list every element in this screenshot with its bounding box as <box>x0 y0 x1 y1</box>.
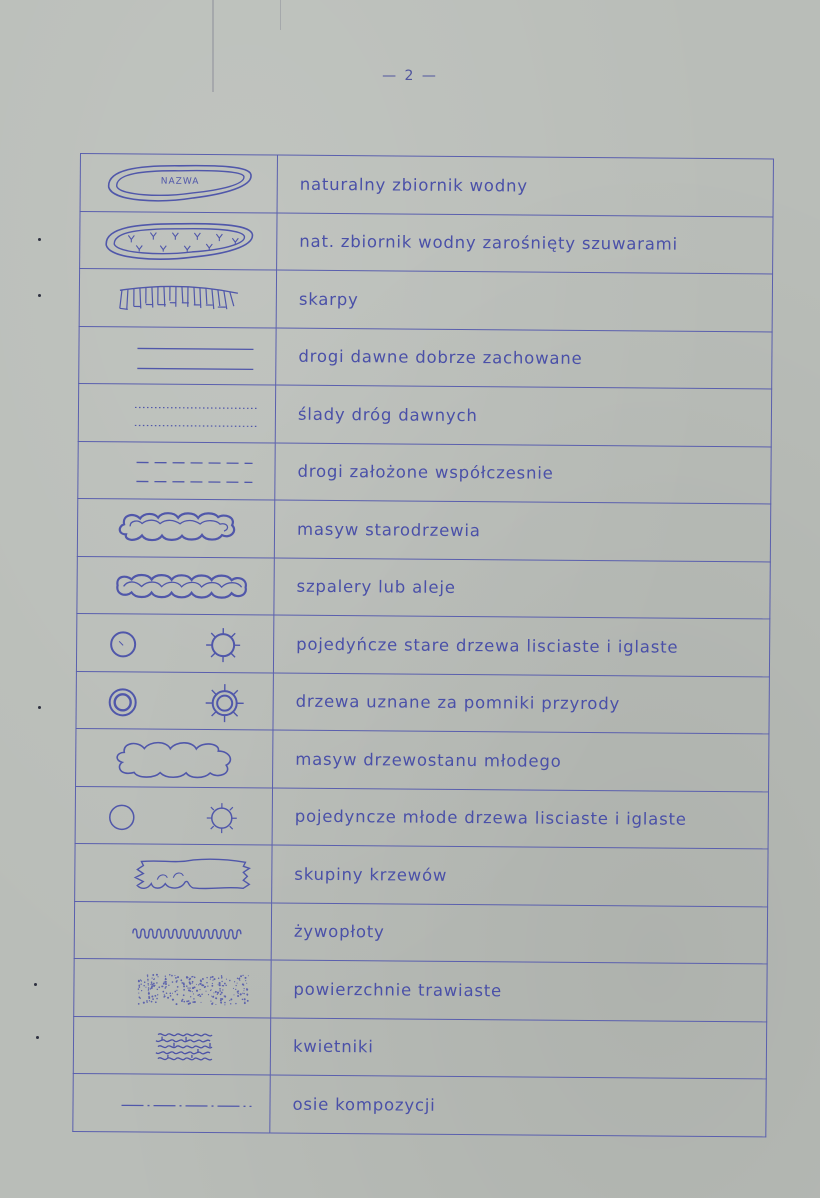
grass-dot <box>146 1002 147 1003</box>
natural-monument-tree-icon <box>95 677 255 724</box>
grass-dot <box>138 980 140 982</box>
grass-dot <box>189 990 191 992</box>
grass-dot <box>157 976 158 977</box>
fold-mark <box>280 0 281 30</box>
grass-dot <box>170 995 172 997</box>
grass-dot <box>145 987 146 988</box>
grass-dot <box>186 1001 188 1003</box>
grass-dot <box>174 975 175 976</box>
grass-dot <box>196 984 197 985</box>
grass-dot <box>237 991 239 993</box>
grass-dot <box>218 984 219 985</box>
legend-row <box>75 786 768 849</box>
grass-dot <box>186 986 188 988</box>
grass-dot <box>233 995 234 996</box>
grass-dot <box>151 1001 153 1003</box>
legend-label: drogi założone współczesnie <box>275 443 771 504</box>
grass-dot <box>217 994 218 995</box>
grass-dot <box>229 980 230 981</box>
grass-dot <box>152 998 154 1000</box>
grass-dot <box>157 989 159 991</box>
grass-dot <box>222 985 223 986</box>
legend-label: pojedyncze młode drzewa lisciaste i iglaste <box>272 788 768 849</box>
old-road-traces-icon <box>97 389 257 436</box>
grass-dot <box>177 986 179 988</box>
grass-dot <box>177 976 179 978</box>
grass-dot <box>163 986 164 987</box>
grass-dot <box>152 978 153 979</box>
legend-row <box>76 728 769 791</box>
grass-dot <box>153 983 155 985</box>
grass-dot <box>156 998 158 1000</box>
grass-dot <box>172 999 174 1001</box>
grass-dot <box>237 993 238 994</box>
grass-dot <box>183 995 185 997</box>
legend-row <box>77 556 770 619</box>
grass-dot <box>192 981 194 983</box>
grass-dot <box>164 996 166 998</box>
grass-dot <box>164 982 165 983</box>
grass-dot <box>197 995 199 997</box>
single-old-tree-icon <box>95 619 255 666</box>
grass-dot <box>140 984 141 985</box>
lake-name-label: NAZWA <box>160 176 200 188</box>
grass-dot <box>239 980 240 981</box>
legend-label: masyw drzewostanu młodego <box>273 730 769 791</box>
grass-dot <box>210 979 211 980</box>
legend-label: szpalery lub aleje <box>274 558 770 619</box>
grass-dot <box>171 975 173 977</box>
grass-dot <box>200 980 202 982</box>
grass-dot <box>248 975 249 976</box>
legend-label: masyw starodrzewia <box>274 500 770 561</box>
grass-dot <box>146 1000 148 1002</box>
grass-dot <box>193 998 195 1000</box>
grass-dot <box>244 1002 245 1003</box>
grass-dot <box>217 992 219 994</box>
grass-dot <box>212 983 213 984</box>
young-tree-stand-icon <box>94 734 254 781</box>
grass-dot <box>175 977 177 979</box>
legend-row <box>76 613 769 676</box>
grass-dot <box>143 985 145 987</box>
grass-dot <box>247 1000 249 1002</box>
legend-label: powierzchnie trawiaste <box>271 960 767 1021</box>
grass-dot <box>242 975 243 976</box>
grass-dot <box>181 982 183 984</box>
grass-dot <box>210 977 212 979</box>
margin-dot <box>36 1036 39 1039</box>
grass-dot <box>181 1000 183 1002</box>
grass-dot <box>213 993 214 994</box>
grass-dot <box>148 985 149 986</box>
grass-dot <box>149 1000 150 1001</box>
grass-dot <box>174 991 176 993</box>
grass-dot <box>202 978 204 980</box>
grass-dot <box>201 984 203 986</box>
legend-label: naturalny zbiornik wodny <box>277 155 773 216</box>
grass-dot <box>147 981 148 982</box>
grass-dot <box>177 994 179 996</box>
grass-dot <box>206 982 208 984</box>
grass-dot <box>242 999 244 1001</box>
grass-dot <box>176 980 177 981</box>
grass-dot <box>194 1001 196 1003</box>
grass-dot <box>176 1003 178 1005</box>
legend-row <box>73 1073 766 1136</box>
grass-dot <box>192 991 193 992</box>
grass-dot <box>221 975 222 976</box>
grass-dot <box>158 987 160 989</box>
grass-dot <box>207 986 208 987</box>
grass-dot <box>139 986 141 988</box>
grass-dot <box>144 982 146 984</box>
grass-dot <box>163 983 164 984</box>
legend-row <box>75 843 768 906</box>
grass-dot <box>154 985 155 986</box>
grass-dot <box>233 988 234 989</box>
grass-dot <box>205 986 206 987</box>
grass-dot <box>219 990 221 992</box>
grass-dot <box>199 989 200 990</box>
legend-label: osie kompozycji <box>270 1075 766 1136</box>
legend-label: nat. zbiornik wodny zarośnięty szuwarami <box>277 213 773 274</box>
hedge-icon <box>93 907 253 954</box>
grass-dot <box>220 1000 222 1002</box>
grass-dot <box>194 977 196 979</box>
grass-dot <box>189 1002 191 1004</box>
grass-dot <box>165 979 167 981</box>
grass-dot <box>245 977 247 979</box>
legend-label: skarpy <box>276 270 772 331</box>
grass-dot <box>164 995 165 996</box>
grass-dot <box>183 983 185 985</box>
grass-dot <box>151 996 153 998</box>
grass-dot <box>219 988 221 990</box>
grass-dot <box>215 991 217 993</box>
legend-label: kwietniki <box>270 1018 766 1079</box>
grass-dot <box>221 992 223 994</box>
grass-dot <box>155 1002 157 1004</box>
grass-dot <box>138 985 140 987</box>
grass-dot <box>229 1000 230 1001</box>
grass-dot <box>148 997 150 999</box>
grass-dot <box>236 985 237 986</box>
grass-dot <box>151 983 153 985</box>
legend-row <box>76 671 769 734</box>
old-road-icon <box>97 332 257 379</box>
legend-row <box>78 441 771 504</box>
grass-dot <box>224 1002 226 1004</box>
grass-dot <box>212 976 214 978</box>
grass-dot <box>183 1001 185 1003</box>
grass-dot <box>157 994 158 995</box>
grass-dot <box>165 983 167 985</box>
grass-dot <box>242 984 244 986</box>
grass-dot <box>219 982 221 984</box>
single-young-tree-icon <box>94 792 254 839</box>
grass-dot <box>226 979 227 980</box>
flower-bed-icon <box>92 1022 252 1069</box>
grass-dot <box>169 993 171 995</box>
grass-dot <box>242 993 243 994</box>
grass-dot <box>201 994 203 996</box>
grass-dot <box>247 995 248 996</box>
grass-dot <box>221 978 222 979</box>
grass-dot <box>224 996 226 998</box>
grass-dot <box>168 985 169 986</box>
grass-dot <box>189 979 191 981</box>
grass-dot <box>237 978 238 979</box>
grass-dot <box>151 986 153 988</box>
grass-dot <box>221 981 222 982</box>
legend-row <box>74 901 767 964</box>
grass-dot <box>165 976 166 977</box>
grass-dot <box>190 996 191 997</box>
margin-dot <box>38 238 41 241</box>
legend-row <box>78 383 771 446</box>
grass-dot <box>240 994 242 996</box>
grass-dot <box>176 990 177 991</box>
grass-dot <box>243 993 244 994</box>
grass-dot <box>218 978 220 980</box>
grass-dot <box>212 1003 213 1004</box>
grass-dot <box>180 980 182 982</box>
grass-dot <box>199 995 201 997</box>
grass-dot <box>201 1002 202 1003</box>
grass-dot <box>147 983 149 985</box>
grass-dot <box>224 1005 225 1006</box>
grass-dot <box>138 989 140 991</box>
grass-dot <box>235 1003 236 1004</box>
grass-dot <box>198 985 199 986</box>
grass-dot <box>141 990 142 991</box>
grass-dot <box>235 989 236 990</box>
grass-dot <box>154 979 155 980</box>
grass-dot <box>187 988 188 989</box>
reed-water-body-icon <box>98 217 258 264</box>
grass-dot <box>148 987 149 988</box>
grass-dot <box>225 985 226 986</box>
grass-dot <box>243 990 244 991</box>
legend-label: pojedyńcze stare drzewa lisciaste i iglaste <box>273 615 769 676</box>
legend-row <box>79 269 772 332</box>
grass-dot <box>212 996 214 998</box>
grass-dot <box>245 980 246 981</box>
page-number: — 2 — <box>382 68 438 84</box>
grass-dot <box>221 998 223 1000</box>
grass-dot <box>238 978 240 980</box>
grass-dot <box>237 983 238 984</box>
grass-dot <box>147 976 148 977</box>
legend-row <box>80 211 773 274</box>
grass-dot <box>183 989 185 991</box>
legend-row <box>79 326 772 389</box>
composition-axis-icon <box>91 1079 251 1126</box>
grass-dot <box>211 996 212 997</box>
grass-dot <box>165 986 167 988</box>
grass-dot <box>210 990 211 991</box>
legend-label: drogi dawne dobrze zachowane <box>276 328 772 389</box>
grass-area-icon <box>92 964 252 1011</box>
grass-dot <box>220 994 222 996</box>
shrub-group-icon <box>93 849 253 896</box>
grass-dot <box>147 975 149 977</box>
grass-dot <box>172 981 174 983</box>
old-tree-stand-icon <box>96 504 256 551</box>
grass-dot <box>200 983 201 984</box>
grass-dot <box>156 982 158 984</box>
grass-dot <box>186 976 188 978</box>
tree-row-icon <box>95 562 255 609</box>
grass-dot <box>152 974 154 976</box>
grass-dot <box>172 993 173 994</box>
grass-dot <box>219 984 221 986</box>
margin-dot <box>38 294 41 297</box>
legend-label: skupiny krzewów <box>272 845 768 906</box>
grass-dot <box>147 979 149 981</box>
grass-dot <box>192 983 193 984</box>
grass-dot <box>150 988 152 990</box>
grass-dot <box>188 1001 189 1002</box>
grass-dot <box>140 998 141 999</box>
legend-label: drzewa uznane za pomniki przyrody <box>273 673 769 734</box>
grass-dot <box>240 976 242 978</box>
grass-dot <box>215 1004 216 1005</box>
margin-dot <box>38 706 41 709</box>
grass-dot <box>156 974 158 976</box>
grass-dot <box>215 998 217 1000</box>
grass-dot <box>234 981 235 982</box>
grass-dot <box>208 994 209 995</box>
grass-dot <box>212 980 213 981</box>
legend-row <box>77 498 770 561</box>
escarpment-icon <box>98 274 258 321</box>
grass-dot <box>148 993 150 995</box>
grass-dot <box>191 977 192 978</box>
legend-row <box>80 154 773 217</box>
grass-dot <box>206 977 207 978</box>
natural-water-body-icon <box>99 159 259 206</box>
grass-dot <box>205 991 206 992</box>
grass-dot <box>166 993 167 994</box>
modern-road-icon <box>96 447 256 494</box>
grass-dot <box>196 990 198 992</box>
grass-dot <box>230 999 232 1001</box>
legend-label: ślady dróg dawnych <box>275 385 771 446</box>
grass-dot <box>182 999 184 1001</box>
grass-dot <box>165 981 167 983</box>
grass-dot <box>222 990 223 991</box>
grass-dot <box>224 983 226 985</box>
grass-dot <box>230 1003 231 1004</box>
grass-dot <box>143 1002 145 1004</box>
grass-dot <box>211 985 213 987</box>
grass-dot <box>167 997 169 999</box>
grass-dot <box>151 982 153 984</box>
grass-dot <box>183 986 185 988</box>
grass-dot <box>138 1003 140 1005</box>
grass-dot <box>213 978 215 980</box>
grass-dot <box>220 1002 222 1004</box>
grass-dot <box>246 983 247 984</box>
grass-dot <box>162 991 164 993</box>
grass-dot <box>237 995 239 997</box>
legend-row <box>73 1016 766 1079</box>
legend-label: żywopłoty <box>271 903 767 964</box>
grass-dot <box>138 993 139 994</box>
legend-row <box>74 958 767 1021</box>
grass-dot <box>244 988 245 989</box>
grass-dot <box>169 974 171 976</box>
grass-dot <box>154 995 156 997</box>
grass-dot <box>210 1001 211 1002</box>
grass-dot <box>148 989 149 990</box>
grass-dot <box>246 989 248 991</box>
grass-dot <box>189 988 190 989</box>
margin-dot <box>34 983 37 986</box>
grass-dot <box>193 994 194 995</box>
grass-dot <box>244 999 246 1001</box>
grass-dot <box>189 983 191 985</box>
legend-table <box>72 153 774 1137</box>
grass-dot <box>141 980 142 981</box>
grass-dot <box>194 987 196 989</box>
